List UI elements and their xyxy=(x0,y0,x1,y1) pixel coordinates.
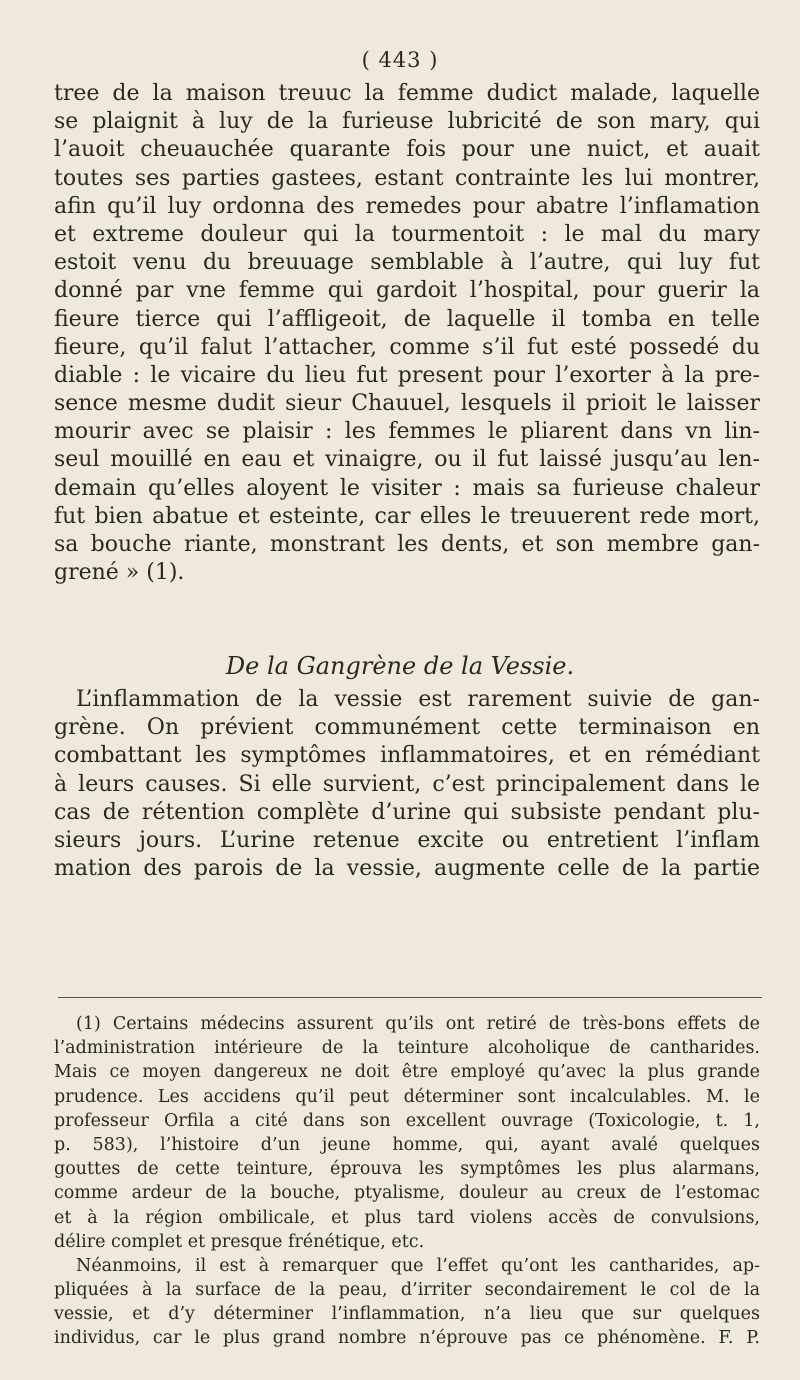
text-line: et extreme douleur qui la tourmentoit : le mal du mary xyxy=(54,221,760,247)
footnote-line: individus, car le plus grand nombre n’éprouve pas ce phénomène. F. P. xyxy=(54,1328,760,1349)
text-line: afin qu’il luy ordonna des remedes pour abatre l’inflamation xyxy=(54,193,760,219)
footnote-line: l’administration intérieure de la teinture alcoholique de cantharides. xyxy=(54,1038,760,1059)
footnote-line: (1) Certains médecins assurent qu’ils ont retiré de très-bons effets de xyxy=(76,1014,760,1034)
text-line: mation des parois de la vessie, augmente celle de la partie xyxy=(54,856,760,882)
text-line: grené » (1). xyxy=(54,560,185,586)
text-line: L’inflammation de la vessie est rarement suivie de gan- xyxy=(76,687,760,712)
text-line: seul mouillé en eau et vinaigre, ou il fut laissé jusqu’au len- xyxy=(54,447,760,473)
footnote-line: Mais ce moyen dangereux ne doit être employé qu’avec la plus grande xyxy=(54,1062,760,1083)
text-line: combattant les symptômes inflammatoires, et en rémédiant xyxy=(54,743,760,769)
text-line: donné par vne femme qui gardoit l’hospital, pour guerir la xyxy=(54,278,760,304)
paragraph-1 xyxy=(54,80,760,587)
text-line: sence mesme dudit sieur Chauuel, lesquels il prioit le laisser xyxy=(54,391,760,417)
text-line: cas de rétention complète d’urine qui subsiste pendant plu- xyxy=(54,799,760,825)
text-line: demain qu’elles aloyent le visiter : mais sa furieuse chaleur xyxy=(54,475,760,501)
footnote-line: gouttes de cette teinture, éprouva les symptômes les plus alarmans, xyxy=(54,1159,760,1180)
footnote-line: et à la région ombilicale, et plus tard violens accès de convulsions, xyxy=(54,1207,760,1228)
footnote-line: p. 583), l’histoire d’un jeune homme, qui, ayant avalé quelques xyxy=(54,1134,760,1155)
text-line: tree de la maison treuuc la femme dudict malade, laquelle xyxy=(54,81,760,106)
text-line: toutes ses parties gastees, estant contrainte les lui montrer, xyxy=(54,165,760,191)
footnote-line: Néanmoins, il est à remarquer que l’effet qu’ont les cantharides, ap- xyxy=(76,1255,760,1276)
footnote-line: délire complet et presque frénétique, etc. xyxy=(54,1231,425,1252)
text-line: diable : le vicaire du lieu fut present pour l’exorter à la pre- xyxy=(54,362,760,388)
section-title: De la Gangrène de la Vessie. xyxy=(225,652,575,680)
text-line: fut bien abatue et esteinte, car elles le treuuerent rede mort, xyxy=(54,503,760,529)
footnote-line: prudence. Les accidens qu’il peut déterminer sont incalculables. M. le xyxy=(54,1086,760,1107)
text-line: mourir avec se plaisir : les femmes le pliarent dans vn lin- xyxy=(54,419,760,445)
footnote-line: vessie, et d’y déterminer l’inflammation, n’a lieu que sur quelques xyxy=(54,1304,760,1325)
footnote-line: professeur Orfila a cité dans son excellent ouvrage (Toxicologie, t. 1, xyxy=(54,1110,760,1131)
text-line: se plaignit à luy de la furieuse lubricité de son mary, qui xyxy=(54,109,760,135)
footnote-line: comme ardeur de la bouche, ptyalisme, douleur au creux de l’estomac xyxy=(54,1183,760,1204)
footnote-line: pliquées à la surface de la peau, d’irriter secondairement le col de la xyxy=(54,1280,760,1301)
text-line: grène. On prévient communément cette terminaison en xyxy=(54,715,760,741)
paragraph-2 xyxy=(54,686,760,883)
page-number: ( 443 ) xyxy=(361,48,439,72)
text-line: l’auoit cheuauchée quarante fois pour une nuict, et auait xyxy=(54,137,760,163)
footnote xyxy=(54,1012,760,1351)
text-line: sieurs jours. L’urine retenue excite ou entretient l’inflam xyxy=(54,827,760,853)
text-line: fieure, qu’il falut l’attacher, comme s’il fut esté possedé du xyxy=(54,334,760,360)
footnote-divider xyxy=(58,997,762,998)
text-line: fieure tierce qui l’affligeoit, de laquelle il tomba en telle xyxy=(54,306,760,332)
text-line: estoit venu du breuuage semblable à l’autre, qui luy fut xyxy=(54,250,760,276)
text-line: sa bouche riante, monstrant les dents, et son membre gan- xyxy=(54,532,760,557)
text-line: à leurs causes. Si elle survient, c’est principalement dans le xyxy=(54,771,760,797)
